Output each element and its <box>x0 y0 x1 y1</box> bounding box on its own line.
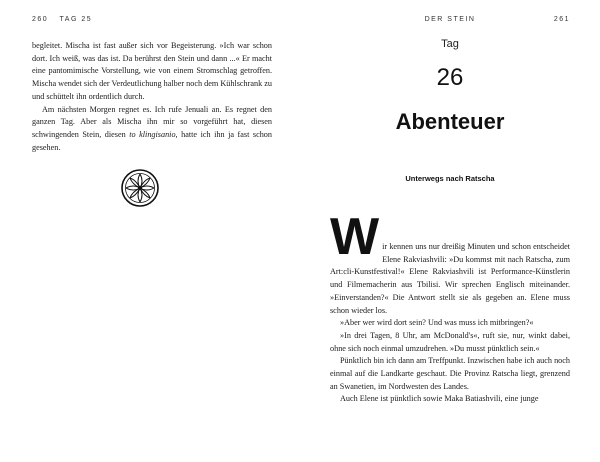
right-paragraph-1-text: ir kennen uns nur dreißig Minuten und schon entscheidet Elene Rakviashvili: »Du kommst mit nach Ratscha, zum Art:cli-Kunstfestival!« Elene Rakviashvili ist Performance-Künstlerin und Filmemacherin aus Tbilisi. Wir sprechen Englisch miteinander. »Einverstanden?« Die Antwort stellt sie als gegeben an. Elene muss schon wieder los. <box>330 242 570 315</box>
left-running-head <box>32 16 92 23</box>
stone-ornament-icon <box>120 168 160 208</box>
left-paragraph-2-end: , hatte ich ihn ja fast schon gesehen. <box>32 129 272 152</box>
left-paragraph-2-start: Am nächsten Morgen regnet es. Ich rufe Jenuali an. Es regnet den ganzen Tag. Aber als Mischa ihn mir so vorgeführt hat, diesen schwingenden Stein, diesen <box>32 104 272 139</box>
right-page <box>300 0 600 462</box>
left-running-head-label: TAG 25 <box>59 16 93 23</box>
chapter-subtitle: Unterwegs nach Ratscha <box>405 174 495 183</box>
right-paragraph-5: Auch Elene ist pünktlich sowie Maka Batiashvili, eine junge <box>340 394 539 404</box>
drop-cap: W <box>330 208 380 266</box>
left-body-text <box>32 40 272 154</box>
right-paragraph-2: »Aber wer wird dort sein? Und was muss ich mitbringen?« <box>340 318 534 328</box>
left-paragraph-1: begleitet. Mischa ist fast außer sich vor Begeisterung. »Ich war schon dort. Ich weiß, was das ist. Da berührst den Stein und dann ...« Er macht eine pantomimische Vorstellung, wie von einem Stromschlag getroffen. Mischa wendet sich der Verdeutlichung halber noch dem Kühlschrank zu und schüttelt ihn ordentlich durch. <box>32 41 272 101</box>
left-paragraph-2-italic: to klingisanio <box>129 129 176 139</box>
left-page-number: 260 <box>32 16 49 23</box>
right-page-number: 261 <box>553 16 570 23</box>
right-running-head: DER STEIN <box>424 16 476 23</box>
right-paragraph-1 <box>330 208 570 317</box>
tag-label: Tag <box>441 38 459 50</box>
right-paragraph-4: Pünktlich bin ich dann am Treffpunkt. Inzwischen habe ich auch noch einmal auf die Landkarte geschaut. Die Provinz Ratscha liegt, grenzend an Swanetien, im Nordwesten des Landes. <box>330 356 570 391</box>
right-body-text <box>330 208 570 406</box>
day-number: 26 <box>436 64 464 91</box>
right-paragraph-3: »In drei Tagen, 8 Uhr, am McDonald's«, ruft sie, nur, winkt dabei, ohne sich noch einmal umzudrehen. »Du musst pünktlich sein.« <box>330 330 570 353</box>
chapter-title: Abenteuer <box>395 109 505 134</box>
left-paragraph-2 <box>32 104 272 155</box>
